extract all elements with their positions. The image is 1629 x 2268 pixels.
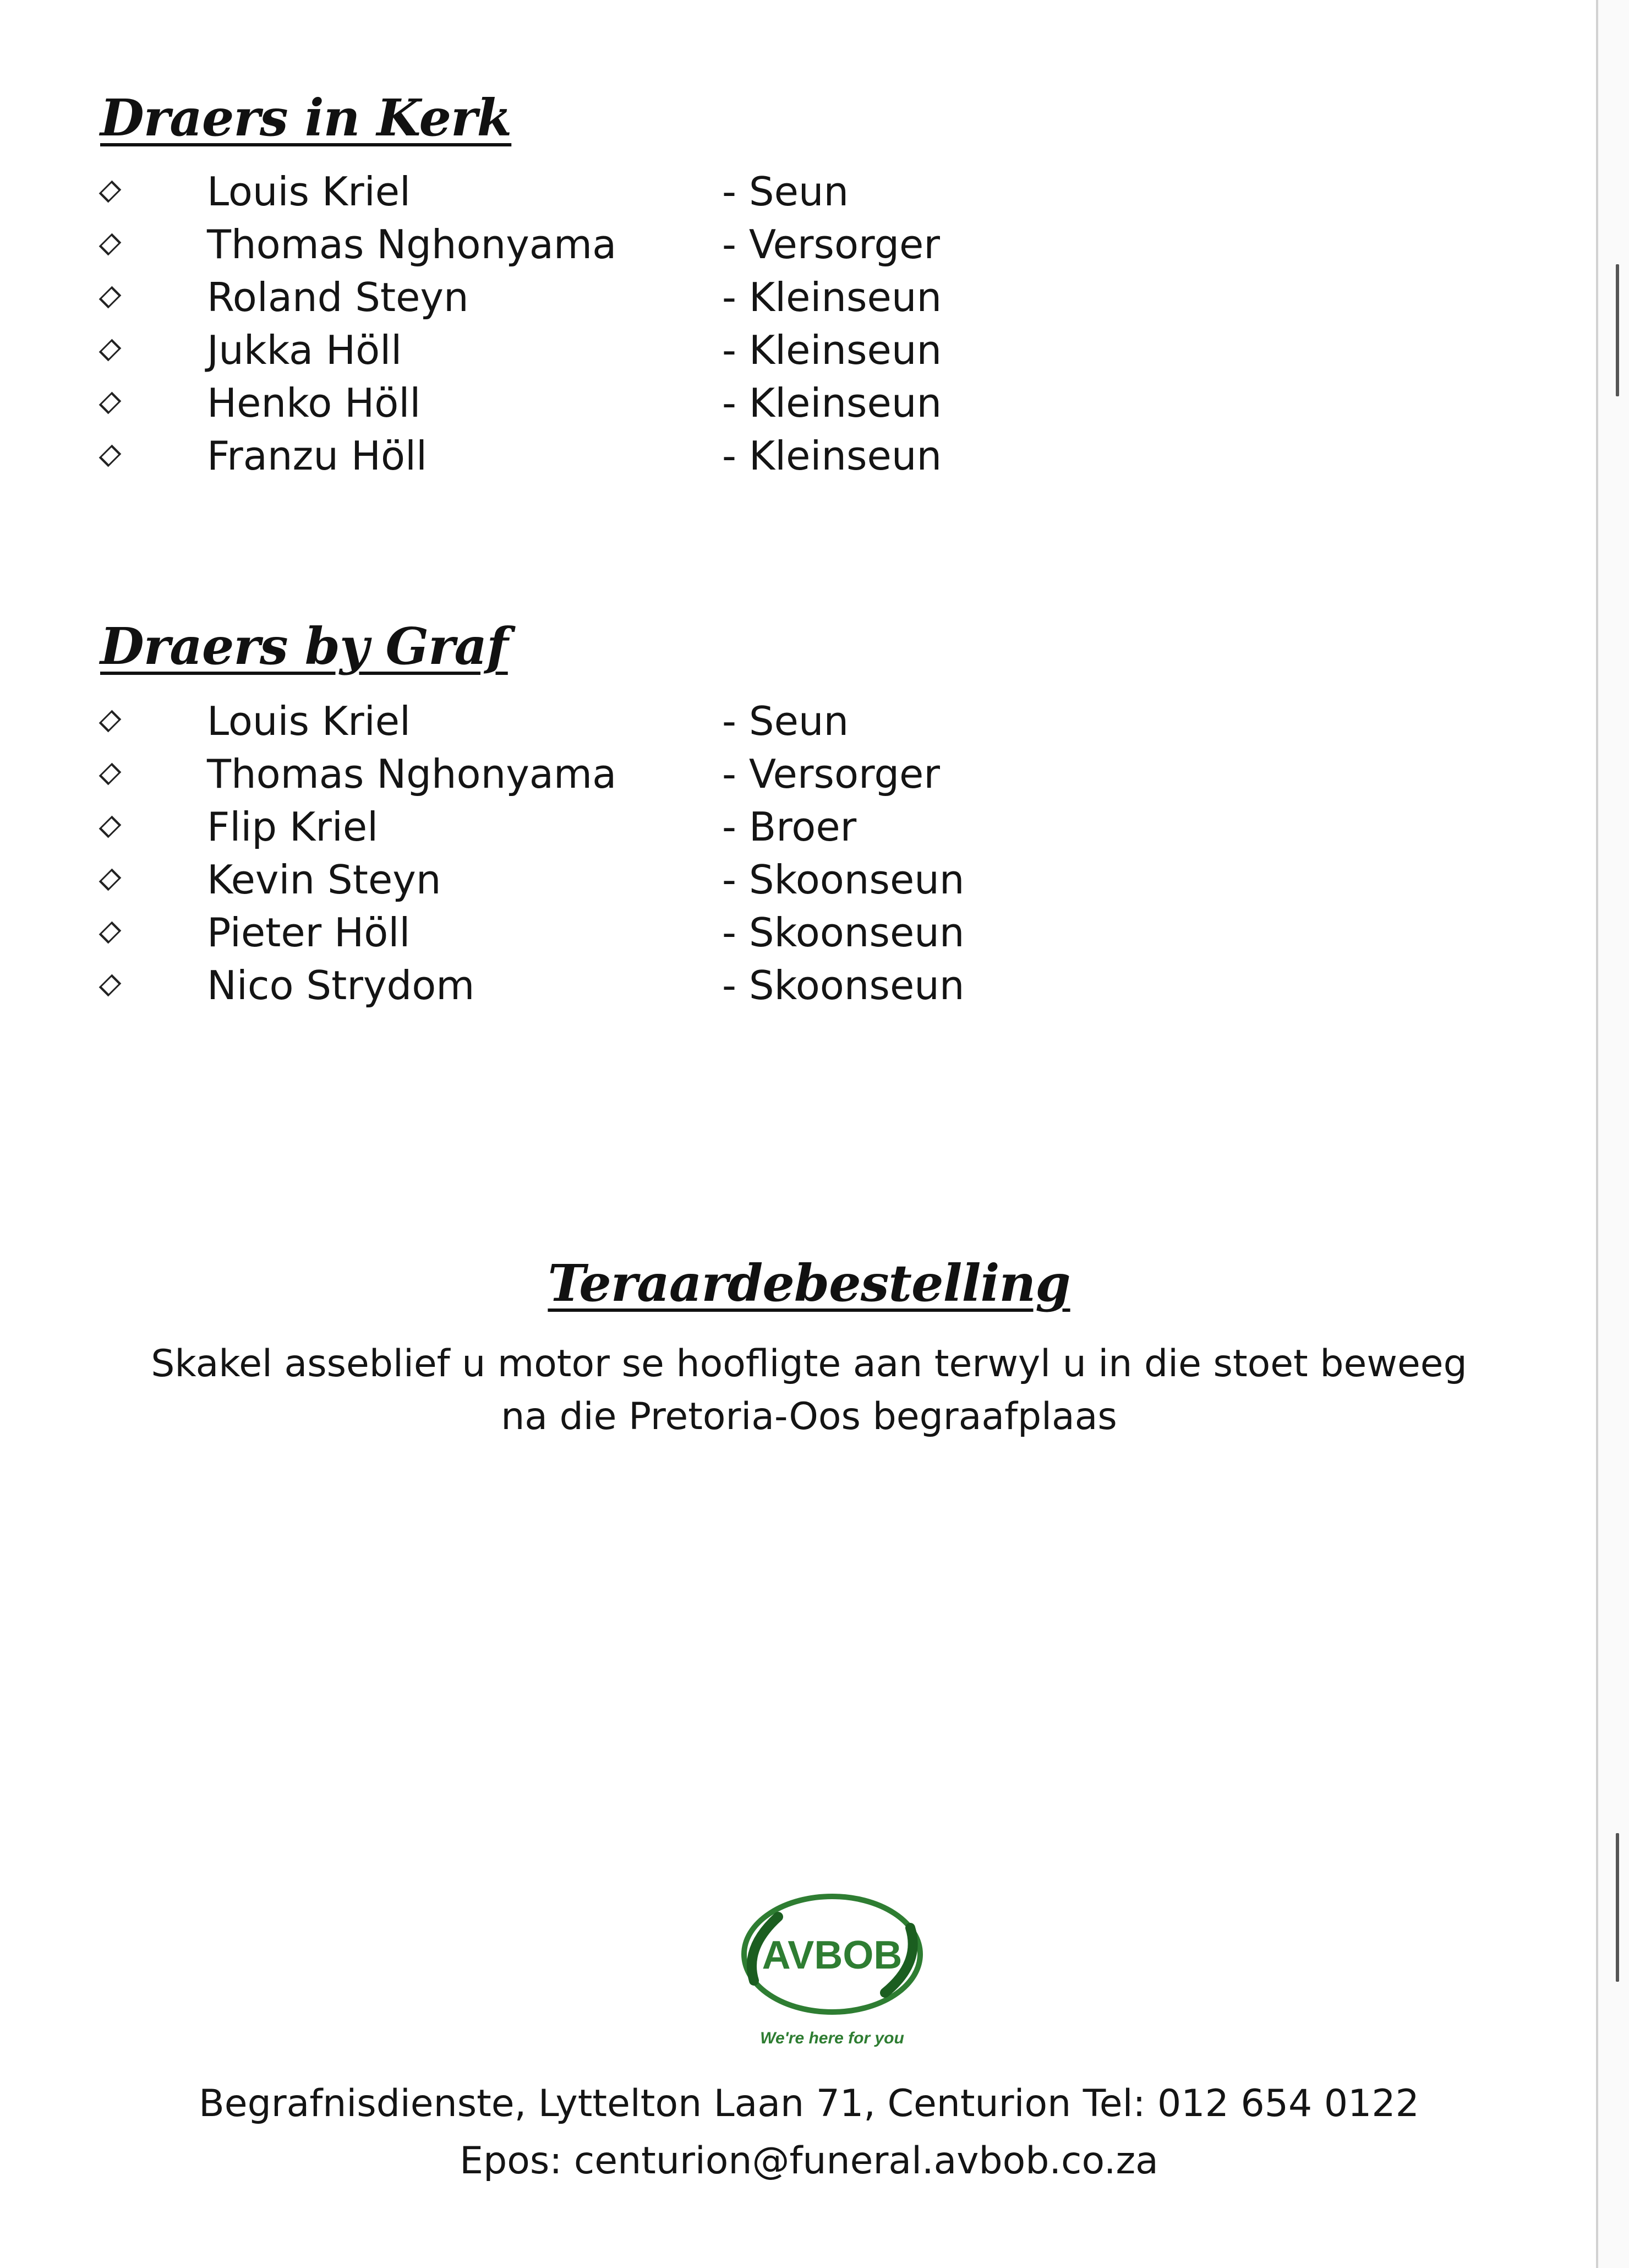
church-bearer-list [0, 165, 1101, 482]
diamond-icon [99, 763, 122, 786]
bearer-row [0, 748, 1101, 800]
staple-mark [1616, 1833, 1619, 1982]
bearer-name: Roland Steyn [207, 274, 469, 320]
diamond-icon [99, 922, 122, 944]
section-title-burial: Teraardebestelling [548, 1253, 1070, 1313]
bearer-row [0, 377, 1101, 429]
bearer-role: - Skoonseun [722, 857, 965, 903]
bearer-row [0, 429, 1101, 482]
bearer-role: - Versorger [722, 221, 940, 268]
diamond-icon [99, 710, 122, 733]
diamond-icon [99, 392, 122, 415]
section-title-grave-bearers: Draers by Graf [100, 617, 508, 676]
bearer-row [0, 324, 1101, 377]
bearer-name: Franzu Höll [207, 433, 428, 479]
bearer-role: - Kleinseun [722, 380, 942, 426]
bearer-role: - Broer [722, 804, 857, 850]
diamond-icon [99, 869, 122, 891]
page-edge [1596, 0, 1629, 2268]
staple-mark [1616, 264, 1619, 396]
bearer-role: - Seun [722, 168, 849, 215]
diamond-icon [99, 339, 122, 362]
bearer-role: - Kleinseun [722, 327, 942, 373]
bearer-name: Nico Strydom [207, 962, 475, 1008]
procession-notice [0, 1338, 1618, 1443]
bearer-name: Kevin Steyn [207, 857, 441, 903]
bearer-role: - Kleinseun [722, 433, 942, 479]
bearer-name: Henko Höll [207, 380, 421, 426]
bearer-name: Thomas Nghonyama [207, 751, 617, 797]
diamond-icon [99, 233, 122, 256]
footer-email: Epos: centurion@funeral.avbob.co.za [460, 2139, 1158, 2183]
bearer-role: - Skoonseun [722, 962, 965, 1008]
bearer-row [0, 959, 1101, 1012]
notice-line: na die Pretoria-Oos begraafplaas [501, 1395, 1117, 1438]
bearer-role: - Skoonseun [722, 909, 965, 956]
avbob-logo [728, 1883, 937, 2053]
bearer-name: Jukka Höll [207, 327, 402, 373]
logo-tagline: We're here for you [760, 2029, 904, 2047]
bearer-name: Louis Kriel [207, 698, 411, 744]
diamond-icon [99, 816, 122, 838]
bearer-row [0, 165, 1101, 218]
bearer-row [0, 218, 1101, 271]
diamond-icon [99, 974, 122, 997]
diamond-icon [99, 445, 122, 467]
bearer-name: Louis Kriel [207, 168, 411, 215]
bearer-row [0, 800, 1101, 853]
logo-brand: AVBOB [762, 1933, 903, 1977]
bearer-row [0, 695, 1101, 748]
bearer-name: Thomas Nghonyama [207, 221, 617, 268]
footer [0, 2075, 1618, 2190]
diamond-icon [99, 181, 122, 203]
bearer-role: - Versorger [722, 751, 940, 797]
bearer-role: - Seun [722, 698, 849, 744]
notice-line: Skakel asseblief u motor se hoofligte aan terwyl u in die stoet beweeg [151, 1342, 1467, 1386]
section-title-church-bearers: Draers in Kerk [100, 88, 512, 148]
bearer-role: - Kleinseun [722, 274, 942, 320]
footer-address: Begrafnisdienste, Lyttelton Laan 71, Centurion Tel: 012 654 0122 [199, 2082, 1419, 2125]
bearer-name: Pieter Höll [207, 909, 411, 956]
diamond-icon [99, 286, 122, 309]
grave-bearer-list [0, 695, 1101, 1012]
bearer-name: Flip Kriel [207, 804, 379, 850]
bearer-row [0, 906, 1101, 959]
bearer-row [0, 271, 1101, 324]
bearer-row [0, 853, 1101, 906]
